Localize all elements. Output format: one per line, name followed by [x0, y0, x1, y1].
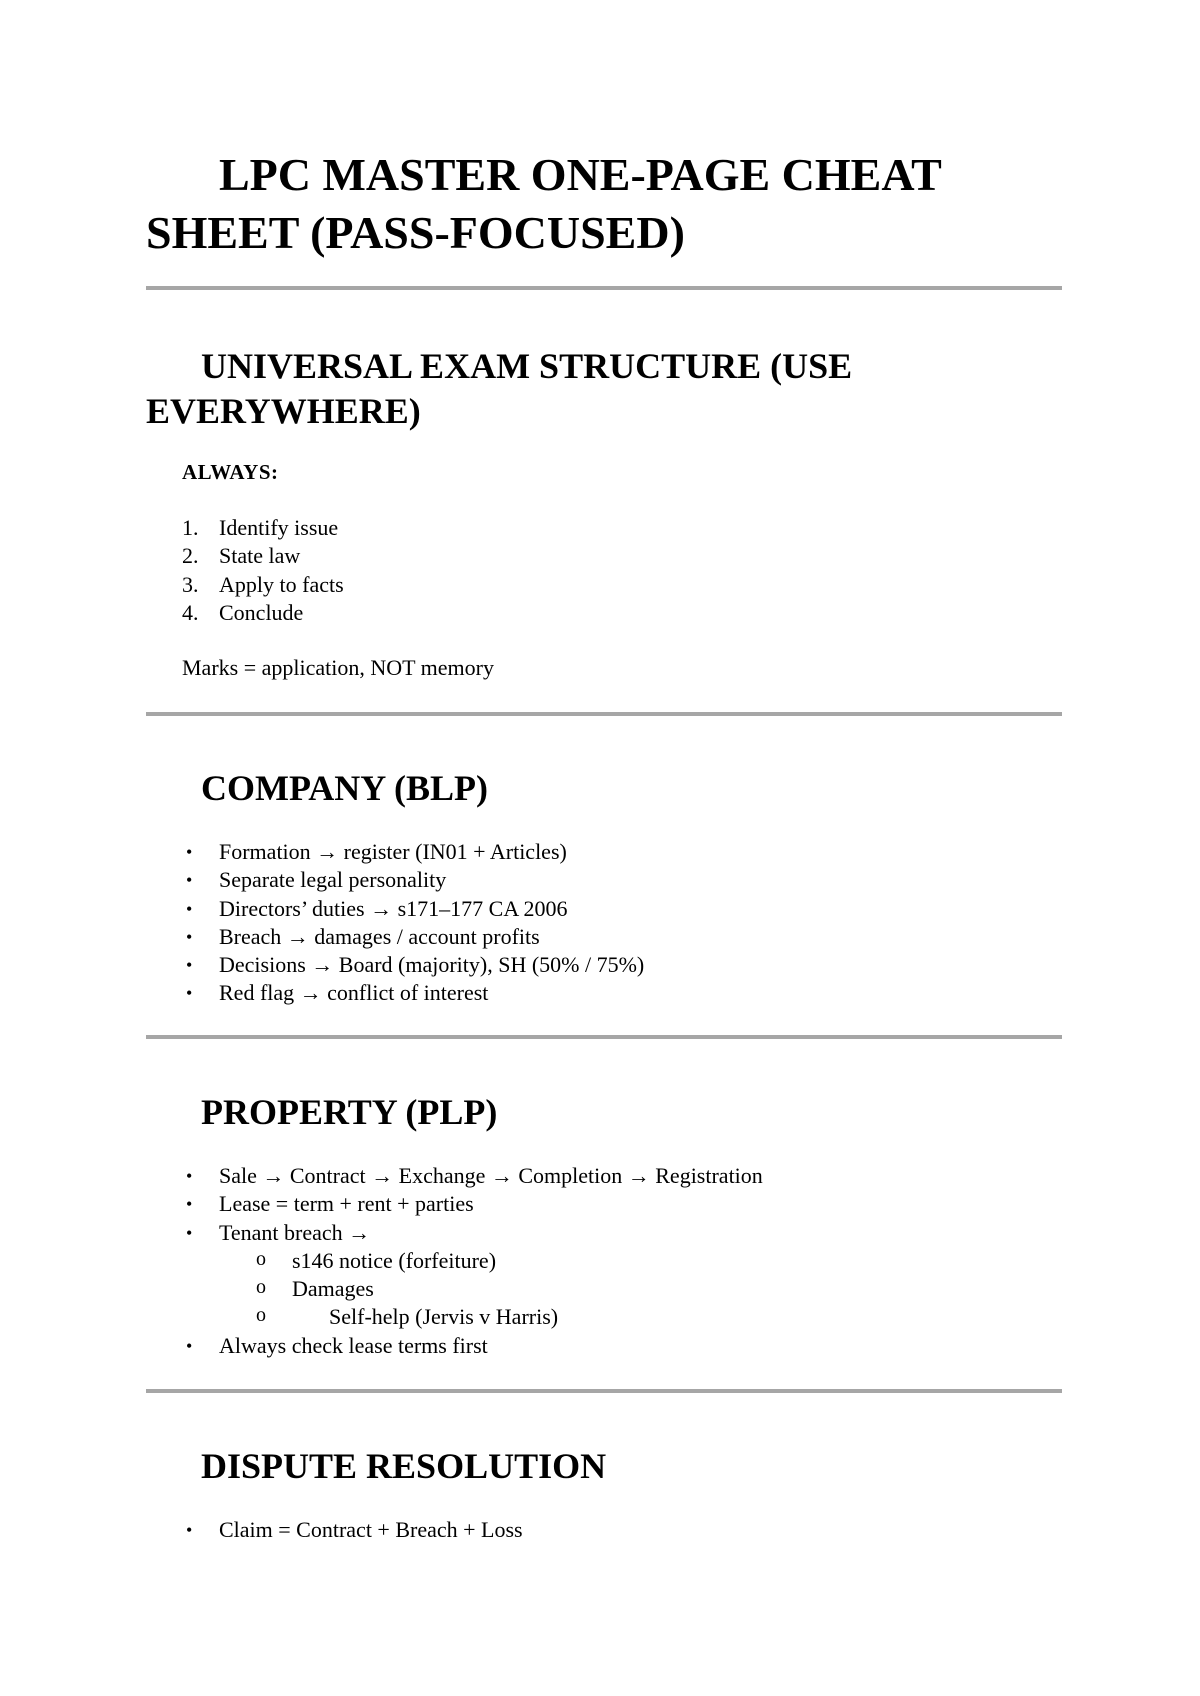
list-item: • Sale → Contract → Exchange → Completion → Registration: [146, 1162, 763, 1190]
list-item: • Tenant breach →: [146, 1219, 763, 1247]
property-bullet-list: [146, 1162, 763, 1360]
bullet-icon: •: [186, 898, 193, 919]
list-item: 3. Apply to facts: [182, 571, 344, 597]
list-item: • Formation → register (IN01 + Articles): [146, 838, 644, 866]
section-heading-exam-structure: UNIVERSAL EXAM STRUCTURE (USE EVERYWHERE): [146, 346, 853, 431]
bullet-icon: •: [186, 870, 193, 891]
circle-bullet-icon: o: [256, 1276, 266, 1299]
section-heading-dispute-resolution: DISPUTE RESOLUTION: [201, 1446, 607, 1486]
horizontal-rule: [146, 1035, 1062, 1039]
circle-bullet-icon: o: [256, 1247, 266, 1270]
marks-note: Marks = application, NOT memory: [182, 655, 494, 680]
bullet-icon: •: [186, 955, 193, 976]
bullet-icon: •: [186, 983, 193, 1004]
list-item: • Decisions → Board (majority), SH (50% / 75%): [146, 951, 644, 979]
list-item: • Claim = Contract + Breach + Loss: [146, 1516, 523, 1544]
document-title: LPC MASTER ONE-PAGE CHEAT SHEET (PASS-FOCUSED): [146, 149, 942, 258]
bullet-icon: •: [186, 1520, 193, 1540]
sub-list-item: o s146 notice (forfeiture): [146, 1247, 763, 1275]
section-heading-property: PROPERTY (PLP): [201, 1092, 498, 1132]
horizontal-rule: [146, 286, 1062, 290]
list-item: • Separate legal personality: [146, 866, 644, 894]
company-bullet-list: [146, 838, 644, 1008]
sub-list-item: o Damages: [146, 1275, 763, 1303]
list-item: • Directors’ duties → s171–177 CA 2006: [146, 895, 644, 923]
list-item: 2. State law: [182, 543, 301, 569]
dispute-bullet-list: [146, 1516, 523, 1544]
list-item: 4. Conclude: [182, 599, 304, 625]
horizontal-rule: [146, 712, 1062, 716]
exam-steps-list: [146, 514, 344, 627]
list-item: • Lease = term + rent + parties: [146, 1190, 763, 1218]
bullet-icon: •: [186, 842, 193, 862]
always-label: ALWAYS:: [182, 460, 279, 484]
list-item: 1. Identify issue: [182, 515, 339, 540]
bullet-icon: •: [186, 1335, 193, 1356]
bullet-icon: •: [186, 926, 193, 947]
circle-bullet-icon: o: [256, 1304, 266, 1327]
bullet-icon: •: [186, 1194, 193, 1215]
list-item: • Red flag → conflict of interest: [146, 979, 644, 1007]
bullet-icon: •: [186, 1166, 193, 1186]
bullet-icon: •: [186, 1222, 193, 1243]
list-item: • Always check lease terms first: [146, 1332, 763, 1360]
list-item: • Breach → damages / account profits: [146, 923, 644, 951]
section-heading-company: COMPANY (BLP): [201, 768, 488, 808]
sub-list-item: o Self-help (Jervis v Harris): [146, 1303, 763, 1331]
horizontal-rule: [146, 1389, 1062, 1393]
